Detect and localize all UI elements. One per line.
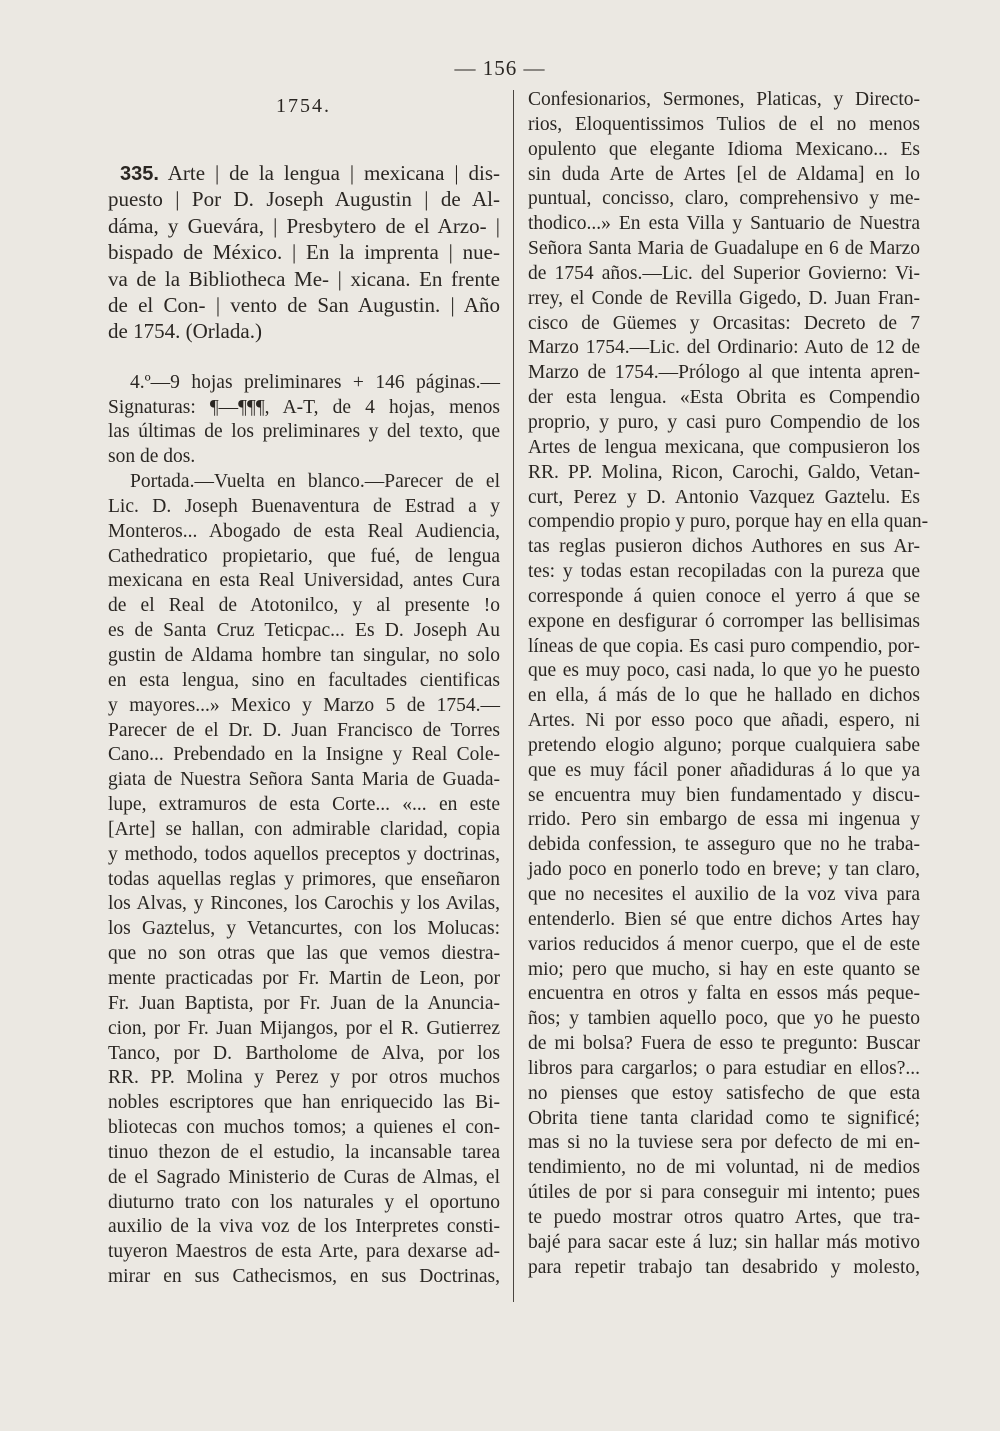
left-column [108, 92, 500, 1290]
text-line: tes: y todas estan recopiladas con la pureza que [528, 561, 920, 583]
text-line: [Arte] se hallan, con admirable claridad, copia [108, 818, 500, 840]
text-line: te puedo mostrar otros quatro Artes, que tra- [528, 1206, 920, 1228]
text-line: Señora Santa Maria de Guadalupe en 6 de Marzo [528, 238, 920, 260]
text-line: tas reglas pusieron dichos Authores en sus Ar- [528, 536, 920, 558]
text-line: tinuo thezon de el estudio, la incansable tarea [108, 1141, 500, 1163]
text-line: tuyeron Maestros de esta Arte, para dexarse ad- [108, 1241, 500, 1263]
text-line: lupe, extramuros de esta Corte... «... en este [108, 794, 500, 816]
text-line: rrido. Pero sin embargo de essa mi ingenua y [528, 809, 920, 831]
text-line: nobles escriptores que han enriquecido las Bi- [108, 1092, 500, 1114]
text-line: Artes de lengua mexicana, que compusieron los [528, 436, 920, 458]
text-line: Signaturas: ¶—¶¶¶, A-T, de 4 hojas, menos [108, 396, 500, 418]
text-line: y methodo, todos aquellos preceptos y doctrinas, [108, 843, 500, 865]
text-line: mas si no la tuviese sera por defecto de mi en- [528, 1132, 920, 1154]
text-line: rrey, el Conde de Revilla Gigedo, D. Juan Fran- [528, 287, 920, 309]
text-line: auxilio de la viva voz de los Interpretes consti- [108, 1216, 500, 1238]
text-line: compendio propio y puro, porque hay en ella quan- [528, 511, 929, 533]
text-line: libros para cargarlos; o para estudiar en ellos?... [528, 1057, 920, 1079]
left-body-text [108, 371, 500, 1290]
text-line: 4.º—9 hojas preliminares + 146 páginas.— [130, 371, 500, 393]
text-line: dáma, y Guevára, | Presbytero de el Arzo- | [108, 213, 500, 238]
text-line: de el Real de Atotonilco, y al presente !o [108, 595, 500, 617]
text-line: se encuentra muy bien fundamentado y discu- [528, 784, 920, 806]
entry-title [108, 160, 500, 345]
text-line: Cathedratico propietario, que fué, de lengua [108, 545, 500, 567]
text-line: opulento que elegante Idioma Mexicano... Es [528, 138, 920, 160]
right-column [528, 88, 929, 1281]
text-line: cion, por Fr. Juan Mijangos, por el R. Gutierrez [108, 1017, 500, 1039]
text-line: en ella, á más de lo que he hallado en dichos [528, 685, 920, 707]
text-line: y mayores...» Mexico y Marzo 5 de 1754.— [108, 694, 500, 716]
text-line: tendimiento, no de mi voluntad, ni de medios [528, 1157, 920, 1179]
text-line: expone en desfigurar ó corromper las bellisimas [528, 610, 920, 632]
text-line: rios, Eloquentissimos Tulios de el no menos [528, 113, 920, 135]
text-line: bajé para sacar este á luz; sin hallar más motivo [528, 1231, 920, 1253]
text-line: gustin de Aldama hombre tan singular, no solo [108, 645, 500, 667]
text-line: todas aquellas reglas y primores, que enseñaron [108, 868, 500, 890]
text-line: Cano... Prebendado en la Insigne y Real Cole- [108, 744, 500, 766]
text-line: las últimas de los preliminares y del texto, que [108, 421, 500, 443]
text-line: de 1754. (Orlada.) [108, 319, 262, 344]
text-line: RR. PP. Molina, Ricon, Carochi, Galdo, Vetan- [528, 461, 920, 483]
text-line: que no necesites el auxilio de la voz viva para [528, 884, 920, 905]
text-line: Obrita tiene tanta claridad como te significé; [528, 1107, 920, 1129]
text-line: de el Con- | vento de San Augustin. | Año [108, 292, 500, 317]
text-line [108, 160, 500, 186]
text-line: ños; y tambien aquello poco, que yo he puesto [528, 1008, 920, 1030]
text-line: Parecer de el Dr. D. Juan Francisco de Torres [108, 719, 500, 741]
text-line: giata de Nuestra Señora Santa Maria de Guada- [108, 769, 500, 791]
text-line: corresponde á quien conoce el yerro á que se [528, 585, 920, 607]
text-line: cisco de Güemes y Orcasitas: Decreto de 7 [528, 312, 920, 334]
text-line: no pienses que estoy satisfecho de que esta [528, 1082, 920, 1104]
text-line: varios reducidos á menor cuerpo, que el de este [528, 933, 920, 955]
text-line: Lic. D. Joseph Buenaventura de Estrad a y [108, 495, 500, 517]
text-line: diuturno trato con los naturales y el oportuno [108, 1191, 500, 1213]
text-line: bliotecas con muchos tomos; a quienes el con- [108, 1117, 500, 1139]
text-line: de 1754 años.—Lic. del Superior Govierno: Vi- [528, 262, 920, 284]
column-divider [513, 90, 514, 1302]
text-line: Marzo 1754.—Lic. del Ordinario: Auto de 12 de [528, 337, 920, 359]
year-heading: 1754. [276, 95, 331, 117]
text-line: proprio, y puro, y casi puro Compendio de los [528, 411, 920, 433]
text-line: de mi bolsa? Fuera de esso te pregunto: Buscar [528, 1033, 920, 1055]
text-line: que no son otras que las que vemos diestra- [108, 943, 500, 965]
text-line: mio; pero que mucho, si hay en este quanto se [528, 958, 920, 980]
text-line: puesto | Por D. Joseph Augustin | de Al- [108, 187, 500, 212]
text-line: es de Santa Cruz Teticpac... Es D. Joseph Au [108, 620, 500, 642]
text-line: mexicana en esta Real Universidad, antes Cura [108, 570, 500, 592]
text-line: mente practicadas por Fr. Martin de Leon, por [108, 967, 500, 989]
text-line: mirar en sus Cathecismos, en sus Doctrinas, [108, 1266, 500, 1288]
text-line: Portada.—Vuelta en blanco.—Parecer de el [130, 471, 500, 493]
text-line: puntual, concisso, claro, comprehensivo y me- [528, 188, 920, 210]
text-line: para repetir trabajo tan desabrido y molesto, [528, 1256, 920, 1278]
title-first-line-text: Arte | de la lengua | mexicana | dis- [158, 161, 500, 185]
text-line: encuentra en otros y falta en essos más peque- [528, 983, 920, 1005]
text-line: que es muy poco, casi nada, lo que yo he puesto [528, 660, 920, 682]
text-line: que es muy fácil poner añadiduras á lo que ya [528, 759, 920, 781]
text-line: thodico...» En esta Villa y Santuario de Nuestra [528, 213, 920, 235]
text-line: va de la Bibliotheca Me- | xicana. En frente [108, 266, 500, 291]
text-line: en esta lengua, sino en facultades cientificas [108, 669, 500, 691]
text-line: Marzo de 1754.—Prólogo al que intenta apren- [528, 362, 920, 384]
text-line: son de dos. [108, 446, 196, 468]
text-line: de el Sagrado Ministerio de Curas de Almas, el [108, 1166, 500, 1188]
text-line: RR. PP. Molina y Perez y por otros muchos [108, 1067, 500, 1089]
text-line: sin duda Arte de Artes [el de Aldama] en lo [528, 163, 920, 185]
text-line: Artes. Ni por esso poco que añadi, espero, ni [528, 710, 920, 732]
text-line: debida confession, te asseguro que no he traba- [528, 834, 920, 856]
text-line: Monteros... Abogado de esta Real Audiencia, [108, 520, 500, 542]
text-line: líneas de que copia. Es casi puro compendio, por- [528, 635, 920, 657]
right-body-text [528, 88, 929, 1281]
text-line: útiles de por si para conseguir mi intento; pues [528, 1182, 920, 1204]
text-line: curt, Perez y D. Antonio Vazquez Gaztelu. Es [528, 486, 920, 508]
text-line: bispado de México. | En la imprenta | nue- [108, 240, 500, 265]
text-line: los Gaztelus, y Vetancurtes, con los Molucas: [108, 918, 500, 940]
text-line: Confesionarios, Sermones, Platicas, y Directo- [528, 89, 920, 110]
text-line: jado poco en ponerlo todo en breve; y tan claro, [528, 859, 920, 881]
text-line: Fr. Juan Baptista, por Fr. Juan de la Anuncia- [108, 992, 500, 1014]
text-line: pretendo elogio alguno; porque cualquiera sabe [528, 734, 920, 756]
text-line: Tanco, por D. Bartholome de Alva, por los [108, 1042, 500, 1064]
page-number: — 156 — [454, 56, 546, 80]
text-line: entenderlo. Bien sé que entre dichos Artes hay [528, 908, 920, 930]
text-line: los Alvas, y Rincones, los Carochis y los Avilas, [108, 893, 500, 915]
text-line: der esta lengua. «Esta Obrita es Compendio [528, 387, 920, 409]
entry-number: 335. [120, 163, 159, 185]
